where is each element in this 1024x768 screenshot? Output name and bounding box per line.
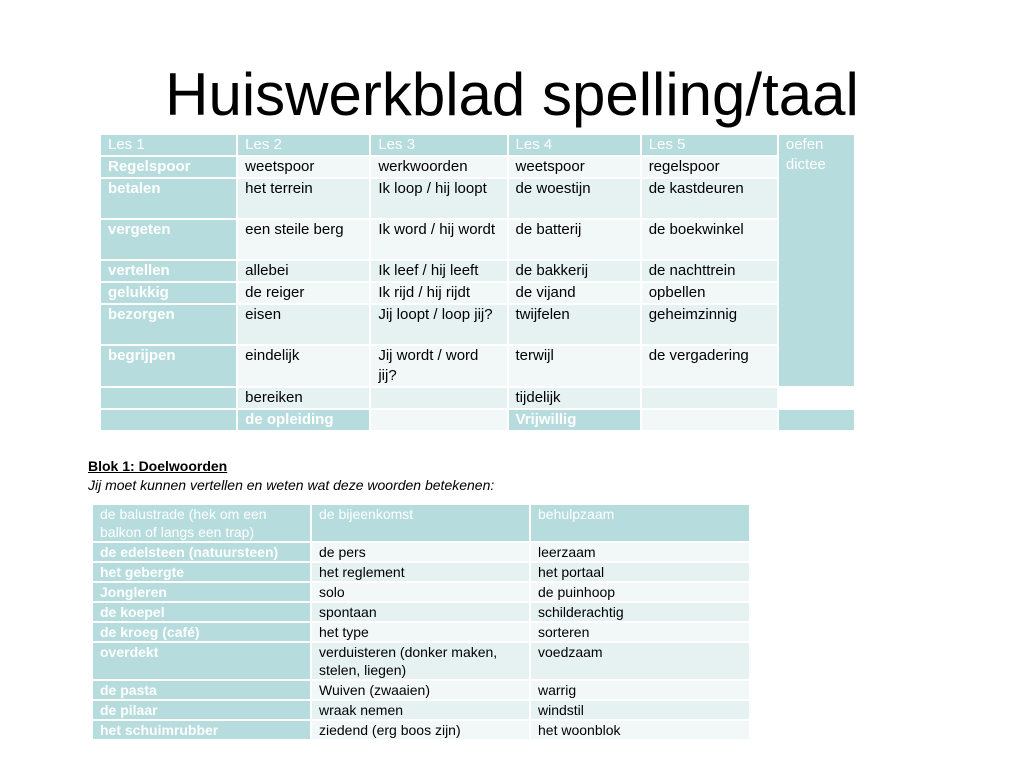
- table-cell: het portaal: [530, 562, 750, 582]
- blok-section: [88, 457, 494, 495]
- table-cell: Wuiven (zwaaien): [311, 680, 530, 700]
- table-row: [100, 260, 855, 282]
- table-cell: eisen: [237, 304, 370, 345]
- row-label: vergeten: [100, 219, 237, 260]
- table-cell: [778, 409, 855, 431]
- table-cell: solo: [311, 582, 530, 602]
- table-cell: de boekwinkel: [641, 219, 778, 260]
- table-row: [100, 345, 855, 387]
- table-row: [100, 156, 855, 178]
- table-row: [92, 700, 750, 720]
- page-title: Huiswerkblad spelling/taal: [165, 61, 859, 128]
- table-cell: sorteren: [530, 622, 750, 642]
- table-cell: Vrijwillig: [508, 409, 641, 431]
- table-row: [100, 304, 855, 345]
- table-cell: weetspoor: [237, 156, 370, 178]
- table-cell: de nachttrein: [641, 260, 778, 282]
- row-label: Regelspoor: [100, 156, 237, 178]
- table-cell: twijfelen: [508, 304, 641, 345]
- table-cell: voedzaam: [530, 642, 750, 680]
- table-cell: het terrein: [237, 178, 370, 219]
- header-les-5: Les 5: [641, 134, 778, 156]
- table-cell: de batterij: [508, 219, 641, 260]
- table-row: [92, 562, 750, 582]
- table-row: [92, 720, 750, 740]
- header-les-3: Les 3: [370, 134, 507, 156]
- doelwoorden-table: [91, 503, 751, 741]
- header-cell: behulpzaam: [530, 504, 750, 542]
- table-cell: geheimzinnig: [641, 304, 778, 345]
- table-cell: het type: [311, 622, 530, 642]
- lessons-header-row: [100, 134, 855, 156]
- table-cell: verduisteren (donker maken, stelen, liegen): [311, 642, 530, 680]
- table-cell: weetspoor: [508, 156, 641, 178]
- table-cell: de woestijn: [508, 178, 641, 219]
- row-label: de pilaar: [92, 700, 311, 720]
- table-cell: wraak nemen: [311, 700, 530, 720]
- row-label: vertellen: [100, 260, 237, 282]
- table-cell: werkwoorden: [370, 156, 507, 178]
- table-cell: allebei: [237, 260, 370, 282]
- row-label: betalen: [100, 178, 237, 219]
- header-les-2: Les 2: [237, 134, 370, 156]
- table-cell: bereiken: [237, 387, 370, 409]
- table-cell: het reglement: [311, 562, 530, 582]
- table-cell: windstil: [530, 700, 750, 720]
- row-label: [100, 387, 237, 409]
- table-cell: [641, 409, 778, 431]
- header-les-4: Les 4: [508, 134, 641, 156]
- table-cell: de vijand: [508, 282, 641, 304]
- table-cell: tijdelijk: [508, 387, 641, 409]
- table-cell: Ik word / hij wordt: [370, 219, 507, 260]
- dictee-label: dictee: [785, 156, 826, 173]
- header-cell: de bijeenkomst: [311, 504, 530, 542]
- table-cell: [370, 409, 507, 431]
- table-row: [100, 178, 855, 219]
- lessons-table: [99, 133, 856, 432]
- table-cell: leerzaam: [530, 542, 750, 562]
- row-label: de kroeg (café): [92, 622, 311, 642]
- table-cell: de vergadering: [641, 345, 778, 387]
- table-row: [100, 409, 855, 431]
- header-cell: de balustrade (hek om een balkon of langs een trap): [92, 504, 311, 542]
- table-row: [100, 219, 855, 260]
- table-cell: de kastdeuren: [641, 178, 778, 219]
- row-label: de koepel: [92, 602, 311, 622]
- row-label: Jongleren: [92, 582, 311, 602]
- table-cell: [370, 387, 507, 409]
- table-cell: regelspoor: [641, 156, 778, 178]
- table-cell: schilderachtig: [530, 602, 750, 622]
- table-row: [92, 602, 750, 622]
- table-cell: ziedend (erg boos zijn): [311, 720, 530, 740]
- oefen-dictee-column: [778, 134, 855, 387]
- table-cell: de puinhoop: [530, 582, 750, 602]
- table-cell: eindelijk: [237, 345, 370, 387]
- table-cell: spontaan: [311, 602, 530, 622]
- table-cell: de bakkerij: [508, 260, 641, 282]
- table-cell: terwijl: [508, 345, 641, 387]
- table-row: [92, 542, 750, 562]
- table-cell: [641, 387, 778, 409]
- table-cell: het woonblok: [530, 720, 750, 740]
- table-row: [92, 680, 750, 700]
- table-cell: Jij wordt / word jij?: [370, 345, 507, 387]
- table-row: [92, 642, 750, 680]
- table-cell: de opleiding: [237, 409, 370, 431]
- row-label: het schuimrubber: [92, 720, 311, 740]
- table-cell: een steile berg: [237, 219, 370, 260]
- row-label: gelukkig: [100, 282, 237, 304]
- blok-heading: Blok 1: Doelwoorden: [88, 458, 228, 474]
- table-row: [100, 282, 855, 304]
- table-cell: Ik leef / hij leeft: [370, 260, 507, 282]
- row-label: overdekt: [92, 642, 311, 680]
- row-label: het gebergte: [92, 562, 311, 582]
- table-cell: warrig: [530, 680, 750, 700]
- oefen-label: oefen: [785, 136, 824, 153]
- table-cell: Ik rijd / hij rijdt: [370, 282, 507, 304]
- row-label: bezorgen: [100, 304, 237, 345]
- table-cell: opbellen: [641, 282, 778, 304]
- blok-instruction: Jij moet kunnen vertellen en weten wat deze woorden betekenen:: [88, 477, 495, 493]
- doelwoorden-header-row: [92, 504, 750, 542]
- table-cell: Jij loopt / loop jij?: [370, 304, 507, 345]
- row-label: de edelsteen (natuursteen): [92, 542, 311, 562]
- table-row: [92, 582, 750, 602]
- table-row: [92, 622, 750, 642]
- row-label: de pasta: [92, 680, 311, 700]
- table-cell: de reiger: [237, 282, 370, 304]
- table-cell: Ik loop / hij loopt: [370, 178, 507, 219]
- row-label: begrijpen: [100, 345, 237, 387]
- header-les-1: Les 1: [100, 134, 237, 156]
- row-label: [100, 409, 237, 431]
- table-row: [100, 387, 855, 409]
- table-cell: de pers: [311, 542, 530, 562]
